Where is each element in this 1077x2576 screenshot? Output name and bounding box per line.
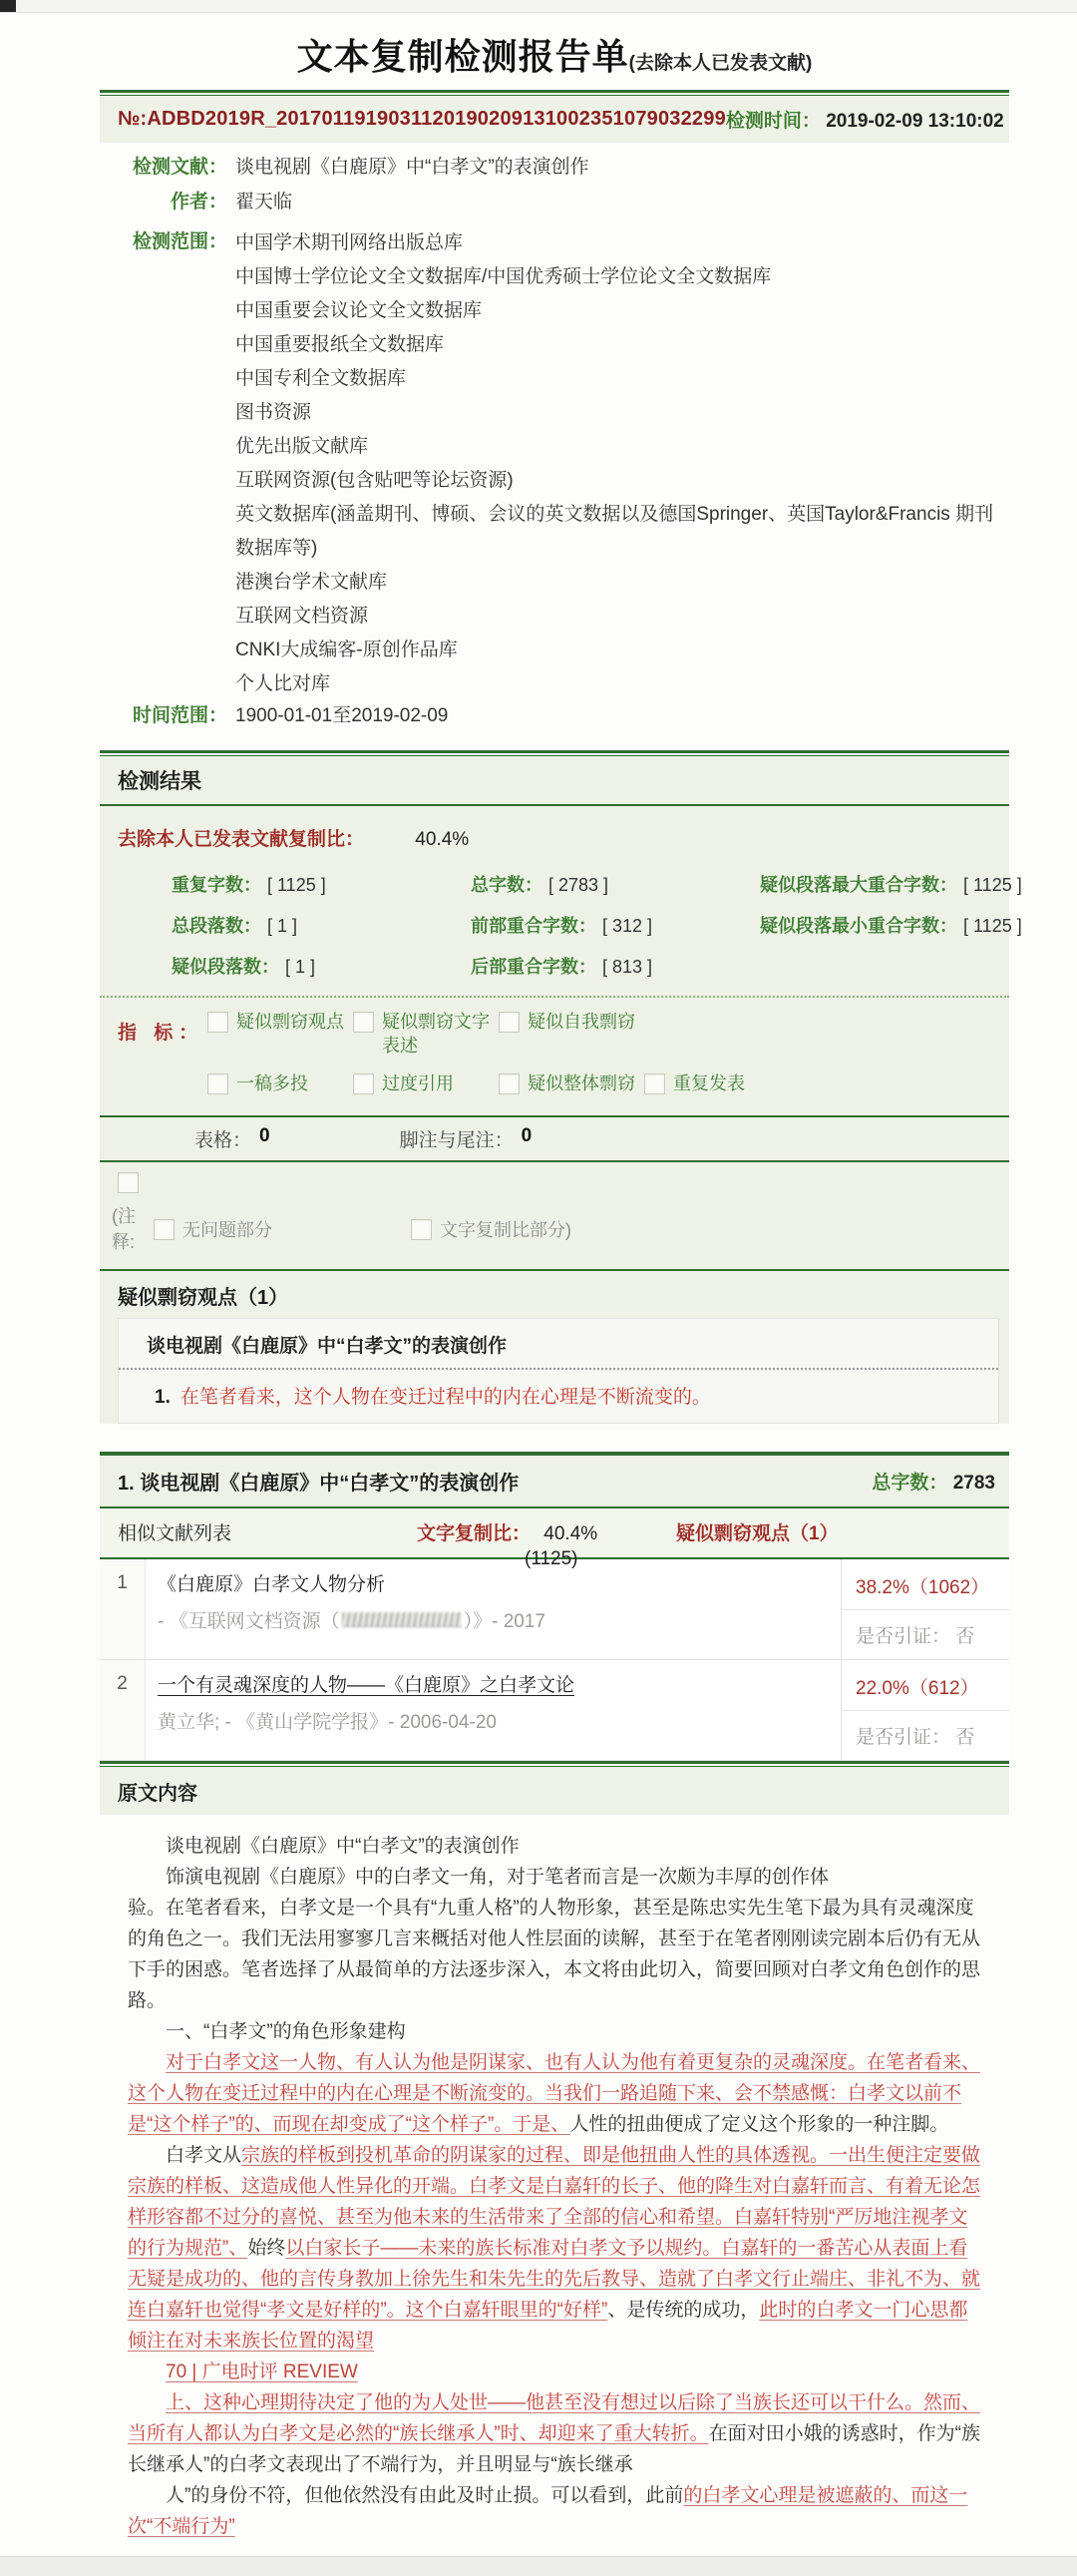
stat-cell bbox=[760, 906, 1077, 947]
stat-cell bbox=[172, 906, 471, 947]
scope-database-item: 优先出版文献库 bbox=[235, 436, 369, 457]
time-range-row bbox=[100, 705, 1009, 727]
indicator-item-label: 过度引用 bbox=[382, 1073, 454, 1093]
info-field-value: 翟天临 bbox=[235, 192, 293, 213]
original-text-paragraph bbox=[128, 2016, 985, 2047]
source-citation-suffix: ）》- 2017 bbox=[463, 1611, 545, 1632]
original-text-paragraph bbox=[128, 2480, 985, 2542]
plagiarism-view-number: 1. bbox=[155, 1387, 171, 1408]
original-text-paragraph bbox=[128, 2387, 985, 2480]
result-body bbox=[100, 806, 1022, 1269]
report-number-bar bbox=[100, 96, 1009, 143]
source-cited-label: 是否引证： bbox=[856, 1626, 951, 1647]
stat-label: 总字数： bbox=[471, 875, 542, 895]
source-cited-label: 是否引证： bbox=[856, 1727, 951, 1748]
indicator-item-label: 疑似整体剽窃 bbox=[528, 1073, 635, 1093]
legend-item-copy-ratio bbox=[411, 1216, 571, 1242]
stat-label: 重复字数： bbox=[172, 875, 261, 895]
stat-label: 总段落数： bbox=[172, 916, 261, 936]
scope-database-item: 中国博士学位论文全文数据库/中国优秀硕士学位论文全文数据库 bbox=[235, 266, 772, 287]
source-side-cell bbox=[842, 1660, 1009, 1760]
source-cited bbox=[842, 1711, 1009, 1760]
stat-cell bbox=[471, 947, 760, 988]
legend-note-row bbox=[112, 1203, 1009, 1255]
no-problem-label: 无问题部分 bbox=[182, 1220, 272, 1240]
stat-label: 后部重合字数： bbox=[471, 957, 596, 977]
plagiarism-view-item bbox=[119, 1370, 998, 1423]
source-citation-prefix: - 《互联网文档资源（ bbox=[158, 1611, 340, 1632]
no-problem-checkbox[interactable] bbox=[154, 1219, 175, 1240]
indicator-area bbox=[100, 998, 1009, 1115]
copy-ratio-label: 去除本人已发表文献复制比： bbox=[118, 829, 365, 850]
indicator-item bbox=[499, 1072, 644, 1095]
detection-scope-label: 检测范围： bbox=[132, 231, 227, 252]
original-text-segment: 饰演电视剧《白鹿原》中的白孝文一角，对于笔者而言是一次颇为丰厚的创作体 bbox=[166, 1867, 830, 1888]
stat-value: [ 312 ] bbox=[602, 916, 653, 936]
indicator-checkbox[interactable] bbox=[499, 1012, 520, 1033]
stat-value: [ 1 ] bbox=[285, 957, 316, 977]
source-citation bbox=[158, 1610, 831, 1634]
plagiarism-view-text: 在笔者看来，这个人物在变迁过程中的内在心理是不断流变的。 bbox=[180, 1387, 711, 1408]
table-footnote-row bbox=[100, 1117, 1009, 1160]
stat-label: 前部重合字数： bbox=[471, 916, 596, 936]
stat-cell bbox=[760, 865, 1077, 906]
stat-value: [ 1 ] bbox=[267, 916, 298, 936]
indicator-item bbox=[207, 1010, 353, 1058]
document-info bbox=[100, 143, 1009, 750]
stat-value: [ 1125 ] bbox=[963, 875, 1022, 895]
indicator-item-label: 疑似剽窃文字表述 bbox=[382, 1012, 490, 1056]
stat-value: [ 2783 ] bbox=[548, 875, 609, 895]
table-count-label: 表格： bbox=[194, 1130, 252, 1151]
copied-text-segment: 上、这种心理期待决定了他的为人处世——他甚至没有想过以后除了当族长还可以干什么。然而、当所有人都认为白孝文是必然的“族长继承人”时、却迎来了重大转折。 bbox=[128, 2392, 981, 2444]
indicator-rows bbox=[207, 1010, 1009, 1109]
indicator-checkbox[interactable] bbox=[353, 1073, 374, 1094]
source-ratio: 22.0%（612） bbox=[842, 1660, 1009, 1711]
report-content bbox=[100, 13, 1022, 2576]
original-text-segment: 白孝文从 bbox=[166, 2145, 242, 2166]
similar-list-header bbox=[100, 1508, 1009, 1569]
stat-cell bbox=[471, 865, 760, 906]
plagiarism-views-doc-title: 谈电视剧《白鹿原》中“白孝文”的表演创作 bbox=[119, 1319, 998, 1370]
stat-value: [ 1125 ] bbox=[963, 916, 1022, 936]
detail-copy-ratio-value: 40.4% bbox=[543, 1523, 598, 1544]
copy-ratio-row bbox=[100, 816, 1009, 865]
indicator-item bbox=[207, 1072, 353, 1095]
total-words bbox=[872, 1468, 995, 1495]
copied-text-segment: 此时的白孝文一门心思都倾注在对未来族长位置的渴望 bbox=[128, 2300, 968, 2352]
indicator-checkbox[interactable] bbox=[644, 1073, 665, 1094]
original-text-segment: 谈电视剧《白鹿原》中“白孝文”的表演创作 bbox=[166, 1836, 520, 1857]
indicator-label: 指 标： bbox=[118, 1023, 204, 1044]
copy-ratio-part-checkbox[interactable] bbox=[411, 1219, 432, 1240]
stat-label: 疑似段落数： bbox=[172, 957, 279, 977]
original-text-paragraph bbox=[128, 2357, 985, 2387]
scan-artifact bbox=[0, 0, 16, 12]
detection-time bbox=[726, 106, 1004, 133]
detection-scope bbox=[100, 226, 1009, 701]
indicator-checkbox[interactable] bbox=[207, 1012, 228, 1033]
stat-value: [ 813 ] bbox=[602, 957, 653, 977]
source-index: 2 bbox=[100, 1660, 146, 1760]
plagiarism-views-box bbox=[118, 1318, 999, 1424]
source-row bbox=[100, 1660, 1009, 1761]
detail-doc-title: 1. 谈电视剧《白鹿原》中“白孝文”的表演创作 bbox=[118, 1473, 520, 1495]
original-text-paragraph bbox=[128, 1831, 985, 1862]
detail-copy-ratio-label: 文字复制比： bbox=[417, 1523, 532, 1544]
legend-item-no-problem bbox=[154, 1216, 403, 1242]
indicator-checkbox[interactable] bbox=[207, 1073, 228, 1094]
legend-note-prefix: (注释: bbox=[112, 1206, 136, 1252]
detection-scope-list bbox=[235, 226, 1009, 701]
original-text-segment: 人性的扭曲便成了定义这个形象的一种注脚。 bbox=[569, 2114, 949, 2135]
indicator-item-label: 一稿多投 bbox=[236, 1073, 308, 1093]
similar-sources-table bbox=[100, 1559, 1009, 1761]
page-bottom-edge bbox=[0, 2556, 1077, 2576]
copied-text-segment: 宗族的样板到投机革命的阴谋家的过程、即是他扭曲人性的具体透视。一出生便注定要做宗族的样板、这造成他人性异化的开端。白孝文是白嘉轩的长子、他的降生对白嘉轩而言、有着无论怎样形容都不过分的喜悦、甚至为他未来的生活带来了全部的信心和希望。白嘉轩特别“严厉地注视孝文的行为规范”、 bbox=[128, 2145, 981, 2259]
scope-database-item: 中国重要报纸全文数据库 bbox=[235, 334, 445, 355]
stat-label: 疑似段落最大重合字数： bbox=[760, 875, 957, 895]
original-content-header: 原文内容 bbox=[100, 1767, 1009, 1815]
indicator-item-label: 疑似剽窃观点 bbox=[236, 1012, 344, 1032]
footnote-count-value: 0 bbox=[521, 1125, 533, 1146]
page-title-suffix: (去除本人已发表文献) bbox=[628, 53, 813, 74]
stat-cell bbox=[172, 865, 471, 906]
source-citation-prefix: 黄立华; - 《黄山学院学报》- 2006-04-20 bbox=[158, 1712, 497, 1733]
detail-views-label: 疑似剽窃观点（1） bbox=[676, 1523, 839, 1544]
copied-text-segment: 以白家长子——未来的族长标准对白孝文予以规约。白嘉轩的一番苦心从表面上看无疑是成功的、他的言传身教加上徐先生和朱先生的先后教导、造就了白孝文行止端庄、非礼不为、就连白嘉轩也觉得“孝文是好样的”。这个白嘉轩眼里的“好样” bbox=[128, 2238, 981, 2321]
info-field-label: 检测文献： bbox=[132, 157, 227, 178]
report-number: №:ADBD2019R_2017011919031120190209131002351079032299 bbox=[118, 108, 726, 130]
legend-note-area bbox=[100, 1162, 1009, 1269]
time-range-value: 1900-01-01至2019-02-09 bbox=[235, 705, 449, 726]
plagiarism-views-section bbox=[100, 1271, 1009, 1424]
original-text-paragraph bbox=[128, 1893, 985, 2016]
original-text-paragraph bbox=[128, 2047, 985, 2140]
source-ratio: 38.2%（1062） bbox=[842, 1559, 1009, 1610]
document-info-row bbox=[100, 192, 1009, 214]
result-stats-grid bbox=[100, 865, 1022, 988]
info-field-label: 作者： bbox=[170, 192, 227, 213]
scope-database-item: 中国专利全文数据库 bbox=[235, 368, 407, 389]
source-body bbox=[146, 1559, 841, 1659]
copied-text-segment: 70 | 广电时评 REVIEW bbox=[166, 2361, 358, 2382]
copied-text-segment: 的白孝文心理是被遮蔽的、而这一次“不端行为” bbox=[128, 2485, 968, 2537]
footnote-count-label: 脚注与尾注： bbox=[399, 1130, 514, 1151]
original-text-segment: 一、“白孝文”的角色形象建构 bbox=[166, 2021, 406, 2042]
source-citation bbox=[158, 1711, 831, 1735]
stat-cell bbox=[172, 947, 471, 988]
original-text-segment: 人”的身份不符，但他依然没有由此及时止损。可以看到，此前 bbox=[166, 2485, 684, 2506]
scope-database-item: CNKI大成编客-原创作品库 bbox=[235, 640, 458, 660]
detection-time-label: 检测时间： bbox=[725, 111, 821, 132]
spacer bbox=[100, 1438, 1009, 1452]
indicator-item bbox=[499, 1010, 644, 1058]
indicator-checkbox[interactable] bbox=[499, 1073, 520, 1094]
scope-database-item: 港澳台学术文献库 bbox=[235, 572, 388, 593]
indicator-row bbox=[207, 1010, 1009, 1058]
source-cited bbox=[842, 1610, 1009, 1659]
scope-database-item: 图书资源 bbox=[235, 402, 312, 423]
detail-title-row bbox=[100, 1456, 1009, 1506]
copied-text-segment: 对于白孝文这一人物、有人认为他是阴谋家、也有人认为他有着更复杂的灵魂深度。在笔者看来、这个人物在变迁过程中的内在心理是不断流变的。当我们一路追随下来、会不禁感慨：白孝文以前不是“这个样子”的、而现在却变成了“这个样子”。于是、 bbox=[128, 2052, 981, 2135]
indicator-row bbox=[207, 1072, 1009, 1095]
original-text-segment: 在面对田小娥的诱惑时，作为“族长继承人”的白孝文表现出了不端行为，并且明显与“族长继承 bbox=[128, 2423, 980, 2475]
original-text-paragraph bbox=[128, 2140, 985, 2357]
stat-label: 疑似段落最小重合字数： bbox=[760, 916, 957, 936]
similar-list-title: 相似文献列表 bbox=[118, 1523, 232, 1544]
source-row bbox=[100, 1559, 1009, 1660]
stat-cell bbox=[471, 906, 760, 947]
table-count-value: 0 bbox=[259, 1125, 270, 1146]
scope-database-item: 个人比对库 bbox=[235, 673, 331, 694]
original-text-segment: 始终 bbox=[247, 2238, 286, 2259]
source-cited-value: 否 bbox=[950, 1626, 975, 1647]
legend-stray-checkbox[interactable] bbox=[118, 1172, 139, 1193]
original-text-paragraph bbox=[128, 1862, 985, 1893]
copy-ratio-part-label: 文字复制比部分) bbox=[440, 1220, 571, 1240]
source-main-cell bbox=[100, 1660, 842, 1760]
spacer bbox=[270, 1125, 400, 1152]
indicator-item bbox=[353, 1072, 499, 1095]
indicator-item bbox=[644, 1072, 790, 1095]
redacted-text bbox=[342, 1612, 462, 1627]
original-content-body bbox=[100, 1815, 1009, 2576]
report-title-block bbox=[100, 13, 1009, 90]
indicator-item-label: 疑似自我剽窃 bbox=[528, 1012, 635, 1032]
source-cited-value: 否 bbox=[950, 1727, 975, 1748]
total-words-label: 总字数： bbox=[872, 1473, 948, 1494]
indicator-item bbox=[353, 1010, 499, 1058]
info-field-value: 谈电视剧《白鹿原》中“白孝文”的表演创作 bbox=[235, 157, 589, 178]
source-main-cell bbox=[100, 1559, 842, 1659]
document-info-row bbox=[100, 157, 1009, 179]
detection-time-value: 2019-02-09 13:10:02 bbox=[826, 111, 1004, 132]
source-title-link[interactable]: 《白鹿原》白孝文人物分析 bbox=[158, 1574, 386, 1595]
original-text-segment: 、是传统的成功， bbox=[607, 2300, 760, 2321]
original-text-segment: 验。在笔者看来，白孝文是一个具有“九重人格”的人物形象，甚至是陈忠实先生笔下最为具有灵魂深度的角色之一。我们无法用寥寥几言来概括对他人性层面的读解，甚至于在笔者刚刚读完剧本后仍有无从下手的困惑。笔者选择了从最简单的方法逐步深入，本文将由此切入，简要回顾对白孝文角色创作的思路。 bbox=[128, 1898, 981, 2011]
stat-value: [ 1125 ] bbox=[267, 875, 326, 895]
indicator-checkbox[interactable] bbox=[353, 1012, 374, 1033]
scope-database-item: 中国学术期刊网络出版总库 bbox=[235, 232, 464, 253]
total-words-value: 2783 bbox=[952, 1473, 995, 1494]
source-side-cell bbox=[842, 1559, 1009, 1659]
copy-ratio-value: 40.4% bbox=[415, 829, 470, 850]
result-section-header: 检测结果 bbox=[100, 756, 1009, 804]
source-index: 1 bbox=[100, 1559, 146, 1659]
scope-database-item: 中国重要会议论文全文数据库 bbox=[235, 300, 483, 321]
scope-database-item: 英文数据库(涵盖期刊、博硕、会议的英文数据以及德国Springer、英国Taylor&Francis 期刊数据库等) bbox=[235, 504, 994, 559]
page-title: 文本复制检测报告单 bbox=[296, 36, 629, 77]
plagiarism-views-items bbox=[119, 1370, 998, 1423]
copy-ratio-cell bbox=[417, 1518, 676, 1569]
document-info-fields bbox=[100, 157, 1009, 214]
time-range-label: 时间范围： bbox=[132, 705, 227, 726]
plagiarism-views-header: 疑似剽窃观点（1） bbox=[118, 1287, 289, 1309]
page-top-edge bbox=[0, 0, 1077, 13]
scope-database-item: 互联网文档资源 bbox=[235, 606, 369, 627]
source-body bbox=[146, 1660, 841, 1760]
detail-copy-ratio-count: (1125) bbox=[525, 1548, 578, 1569]
scope-database-item: 互联网资源(包含贴吧等论坛资源) bbox=[235, 470, 514, 491]
source-title-link[interactable]: 一个有灵魂深度的人物——《白鹿原》之白孝文论 bbox=[158, 1675, 575, 1696]
indicator-item-label: 重复发表 bbox=[673, 1073, 745, 1093]
